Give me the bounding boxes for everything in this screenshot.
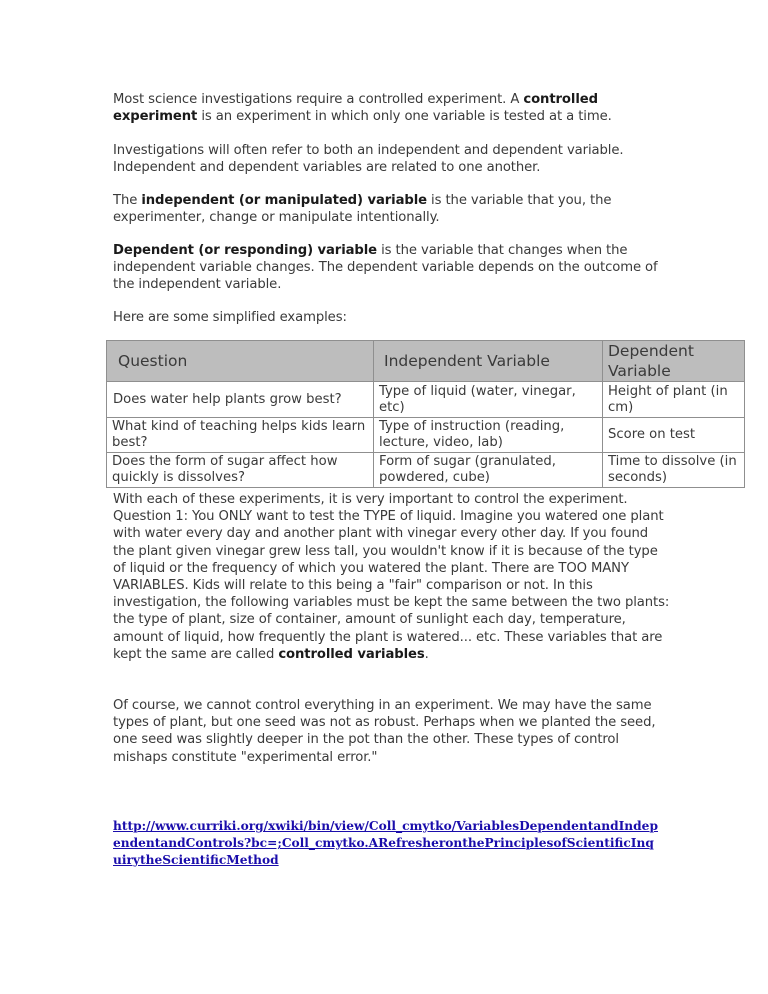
row-dependent: Score on test	[603, 418, 745, 453]
table-header-row	[107, 341, 745, 382]
row-dependent: Height of plant (in cm)	[603, 382, 745, 418]
p6-text-end: .	[424, 646, 429, 662]
p1-bold-term: controlled experiment	[113, 92, 598, 125]
p7-text: Of course, we cannot control everything in an experiment. We may have the same types of plant, but one seed was not as robust. Perhaps when we planted the seed, one seed was slightly deeper in the pot than the other. These types of control mishaps constitute "experimental error."	[113, 698, 656, 765]
row-question: Does the form of sugar affect how quickly is dissolves?	[107, 453, 374, 488]
paragraph-variables-intro	[113, 142, 673, 176]
p1-text: Most science investigations require a controlled experiment. A	[113, 92, 524, 107]
variables-table	[106, 340, 745, 488]
paragraph-experimental-error	[113, 697, 673, 766]
p3-text-end: is the variable that you, the experimenter, change or manipulate intentionally.	[113, 193, 612, 226]
table-row	[107, 382, 745, 418]
p3-text: The	[113, 193, 142, 208]
paragraph-independent-variable	[113, 192, 673, 226]
row-dependent: Time to dissolve (in seconds)	[603, 453, 745, 488]
p2-text: Investigations will often refer to both an independent and dependent variable. Independent and dependent variables are related to one another.	[113, 143, 624, 176]
p6-bold-term: controlled variables	[278, 646, 425, 662]
paragraph-dependent-variable	[113, 242, 673, 294]
p1-text-end: is an experiment in which only one variable is tested at a time.	[197, 109, 612, 125]
p4-bold-term: Dependent (or responding) variable	[113, 243, 378, 258]
p3-bold-term: independent (or manipulated) variable	[141, 193, 427, 208]
table-row	[107, 418, 745, 453]
row-independent: Type of instruction (reading, lecture, video, lab)	[374, 418, 603, 453]
row-question: What kind of teaching helps kids learn best?	[107, 418, 374, 453]
row-independent: Form of sugar (granulated, powdered, cube)	[374, 453, 603, 488]
paragraph-examples-intro	[113, 309, 673, 326]
paragraph-controlled-variables	[113, 491, 673, 663]
p5-text: Here are some simplified examples:	[113, 310, 347, 325]
header-dependent-variable: Dependent Variable	[603, 341, 745, 382]
table-row	[107, 453, 745, 488]
p4-text-end: is the variable that changes when the independent variable changes. The dependent variable depends on the outcome of the independent variable.	[113, 243, 658, 293]
row-question: Does water help plants grow best?	[107, 382, 374, 418]
paragraph-controlled-experiment	[113, 91, 673, 125]
row-independent: Type of liquid (water, vinegar, etc)	[374, 382, 603, 418]
header-question: Question	[107, 341, 374, 382]
header-independent-variable: Independent Variable	[374, 341, 603, 382]
source-link[interactable]: http://www.curriki.org/xwiki/bin/view/Coll_cmytko/VariablesDependentandIndependentandControls?bc=;Coll_cmytko.ARefresheronthePrinciplesofScientificInquirytheScientificMethod	[113, 819, 658, 867]
p6-text: With each of these experiments, it is very important to control the experiment. Question 1: You ONLY want to test the TYPE of liquid. Imagine you watered one plant with water every day and another plant with vinegar every other day. If you found the plant given vinegar grew less tall, you wouldn't know if it is because of the type of liquid or the frequency of which you watered the plant. There are TOO MANY VARIABLES. Kids will relate to this being a "fair" comparison or not. In this investigation, the following variables must be kept the same between the two plants: the type of plant, size of container, amount of sunlight each day, temperature, amount of liquid, how frequently the plant is watered... etc. These variables that are kept the same are called	[113, 492, 670, 662]
